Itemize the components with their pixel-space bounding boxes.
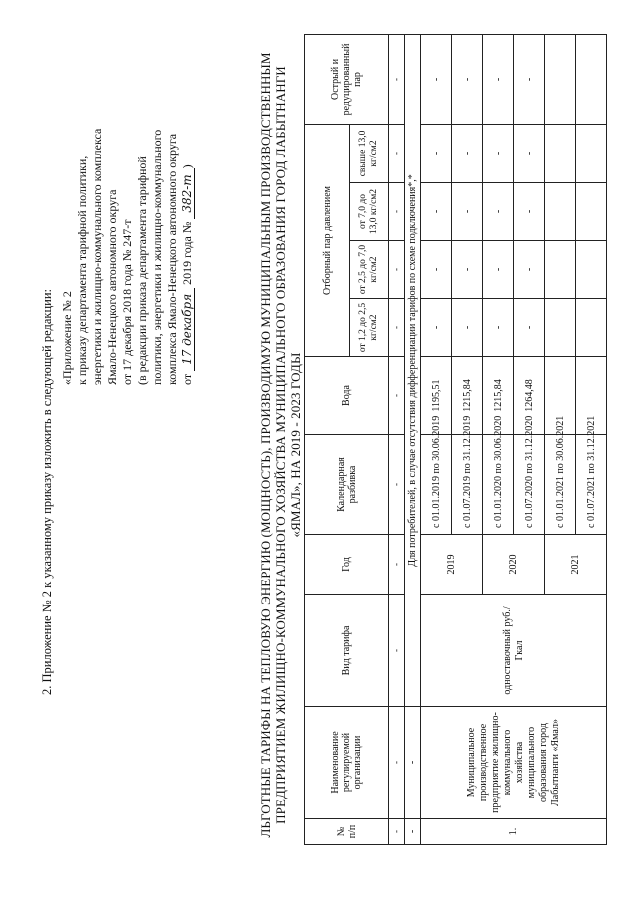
note-row: [405, 34, 421, 844]
header-period: Календарная разбивка: [305, 435, 389, 535]
dash-cell: [545, 241, 576, 299]
note-dash: -: [405, 707, 421, 819]
dash-cell: -: [514, 124, 545, 182]
header-steam-1: от 1,2 до 2,5 кг/см2: [350, 299, 389, 357]
handwritten-date: 17 декабря: [180, 288, 195, 371]
header-water: Вода: [305, 357, 389, 435]
index-row: [389, 34, 405, 844]
intro-paragraph: 2. Приложение № 2 к указанному приказу изложить в следующей редакции:: [40, 289, 54, 695]
year-cell: 2021: [545, 535, 607, 595]
year-cell: 2020: [483, 535, 545, 595]
dash-cell: -: [483, 241, 514, 299]
index-cell: -: [389, 183, 405, 241]
appendix-line: Ямало-Ненецкого автономного округа: [105, 189, 119, 385]
dash-cell: [576, 299, 607, 357]
appendix-line: (в редакции приказа департамента тарифной: [135, 156, 149, 385]
header-org: Наименование регулируемой организации: [305, 707, 389, 819]
table-row: [421, 34, 452, 844]
date-mid: 2019 года №: [180, 221, 194, 285]
header-steam: Отборный пар давлением: [305, 124, 350, 356]
organization-name: Муниципальное производственное предприятие жилищно-коммунального хозяйства муниципального образования город Лабытнанги «Ямал»: [421, 707, 607, 819]
header-steam-2: от 2,5 до 7,0 кг/см2: [350, 241, 389, 299]
dash-cell: -: [421, 299, 452, 357]
tariff-type: одноставочный руб./Гкал: [421, 595, 607, 707]
period-cell: с 01.07.2020 по 31.12.2020: [514, 435, 545, 535]
dash-cell: -: [452, 183, 483, 241]
index-cell: -: [389, 707, 405, 819]
dash-cell: -: [452, 34, 483, 124]
title-line: ПРЕДПРИЯТИЕМ ЖИЛИЩНО-КОММУНАЛЬНОГО ХОЗЯЙСТВА МУНИЦИПАЛЬНОГО ОБРАЗОВАНИЯ ГОРОД ЛАБЫТНАНГИ: [273, 66, 288, 824]
dash-cell: [545, 34, 576, 124]
dash-cell: [576, 34, 607, 124]
dash-cell: [576, 183, 607, 241]
dash-cell: [576, 241, 607, 299]
header-row: [305, 34, 350, 844]
dash-cell: -: [452, 124, 483, 182]
dash-cell: -: [421, 241, 452, 299]
water-value: 1215,84: [452, 357, 483, 435]
period-cell: с 01.07.2021 по 31.12.2021: [576, 435, 607, 535]
header-sharp-steam: Острый и редуцированный пар: [305, 34, 389, 124]
index-cell: -: [389, 124, 405, 182]
index-cell: -: [389, 241, 405, 299]
row-number: 1.: [421, 819, 607, 845]
tariff-table: [304, 34, 607, 845]
dash-cell: -: [483, 183, 514, 241]
title-line: «ЯМАЛ», НА 2019 - 2023 ГОДЫ: [288, 352, 303, 538]
dash-cell: -: [421, 124, 452, 182]
title-line: ЛЬГОТНЫЕ ТАРИФЫ НА ТЕПЛОВУЮ ЭНЕРГИЮ (МОЩНОСТЬ), ПРОИЗВОДИМУЮ МУНИЦИПАЛЬНЫМ ПРОИЗВОДСТВЕННЫМ: [258, 52, 273, 838]
appendix-line: политики, энергетики и жилищно-коммунального: [150, 129, 164, 385]
appendix-date-line: [180, 65, 195, 385]
appendix-line: от 17 декабря 2018 года № 247-т: [120, 219, 134, 385]
index-cell: -: [389, 595, 405, 707]
appendix-block: [60, 65, 195, 385]
index-cell: -: [389, 819, 405, 845]
appendix-line: комплекса Ямало-Ненецкого автономного округа: [165, 133, 179, 385]
dash-cell: [576, 124, 607, 182]
header-year: Год: [305, 535, 389, 595]
header-num: № п/п: [305, 819, 389, 845]
dash-cell: -: [483, 299, 514, 357]
dash-cell: [545, 299, 576, 357]
appendix-line: энергетики и жилищно-коммунального комплекса: [90, 128, 104, 385]
index-cell: -: [389, 299, 405, 357]
document-title: [258, 45, 303, 845]
dash-cell: -: [483, 124, 514, 182]
date-prefix: от: [180, 373, 194, 385]
water-value: 1215,84: [483, 357, 514, 435]
dash-cell: -: [514, 183, 545, 241]
appendix-line: «Приложение № 2: [60, 291, 74, 385]
dash-cell: -: [421, 34, 452, 124]
dash-cell: [545, 183, 576, 241]
index-cell: -: [389, 435, 405, 535]
period-cell: с 01.01.2019 по 30.06.2019: [421, 435, 452, 535]
note-text: Для потребителей, в случае отсутствия дифференциации тарифов по схеме подключения*,*: [405, 34, 421, 706]
dash-cell: -: [452, 241, 483, 299]
note-dash: -: [405, 819, 421, 845]
dash-cell: -: [452, 299, 483, 357]
index-cell: -: [389, 34, 405, 124]
water-value: 1264,48: [514, 357, 545, 435]
date-suffix: ): [180, 164, 194, 169]
header-steam-3: от 7,0 до 13,0 кг/см2: [350, 183, 389, 241]
water-value: 1195,51: [421, 357, 452, 435]
dash-cell: -: [514, 34, 545, 124]
dash-cell: -: [514, 299, 545, 357]
dash-cell: -: [483, 34, 514, 124]
year-cell: 2019: [421, 535, 483, 595]
header-steam-4: свыше 13,0 кг/см2: [350, 124, 389, 182]
period-cell: с 01.01.2020 по 30.06.2020: [483, 435, 514, 535]
dash-cell: [545, 124, 576, 182]
index-cell: -: [389, 535, 405, 595]
dash-cell: -: [421, 183, 452, 241]
period-cell: с 01.01.2021 по 30.06.2021: [545, 435, 576, 535]
dash-cell: -: [514, 241, 545, 299]
appendix-line: к приказу департамента тарифной политики,: [75, 155, 89, 385]
header-tariff-type: Вид тарифа: [305, 595, 389, 707]
index-cell: -: [389, 357, 405, 435]
period-cell: с 01.07.2019 по 31.12.2019: [452, 435, 483, 535]
handwritten-number: 382-т: [180, 168, 195, 218]
